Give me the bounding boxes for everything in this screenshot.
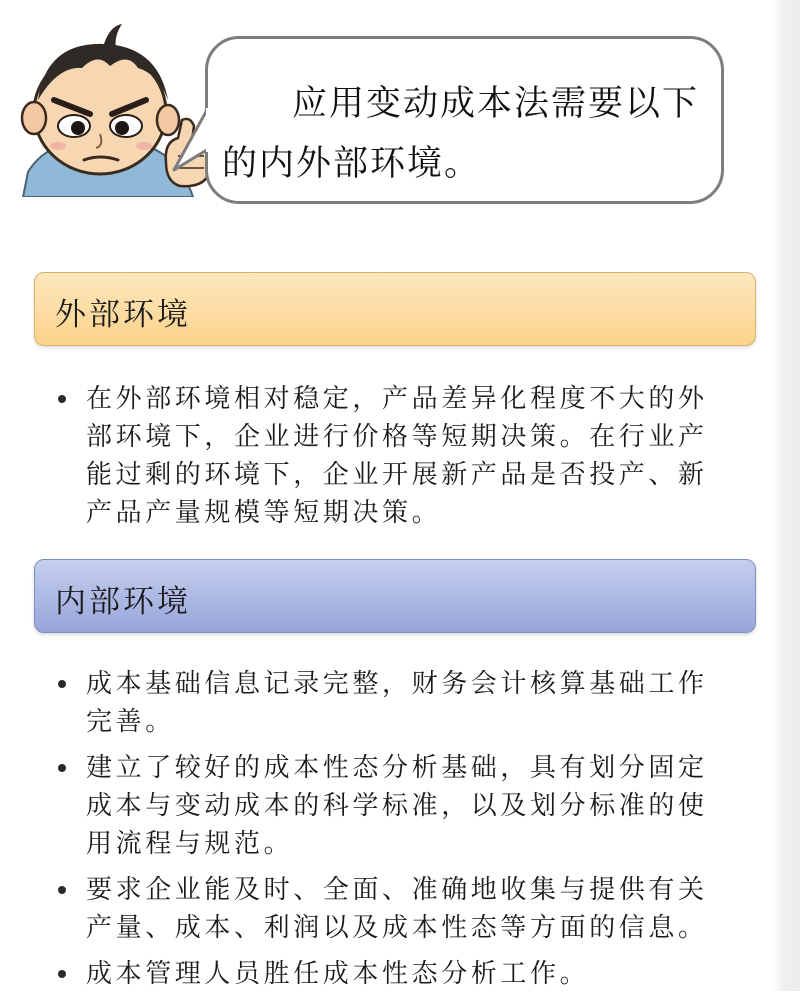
internal-bullet-list: [56, 665, 728, 1001]
bullet-dot-icon: [58, 764, 66, 772]
bullet-dot-icon: [58, 680, 66, 688]
list-item-text: 成本基础信息记录完整，财务会计核算基础工作完善。: [86, 669, 708, 737]
section-header-external: [34, 272, 756, 346]
section-header-internal: [34, 559, 756, 633]
list-item-text: 建立了较好的成本性态分析基础，具有划分固定成本与变动成本的科学标准，以及划分标准的使用流程与规范。: [86, 753, 708, 859]
section-title-internal: 内部环境: [55, 584, 191, 620]
speech-bubble-text: 应用变动成本法需要以下的内外部环境。: [222, 84, 700, 184]
list-item: [56, 871, 728, 947]
speech-bubble-tail: [172, 108, 212, 178]
section-title-external: 外部环境: [55, 297, 191, 333]
bullet-dot-icon: [58, 886, 66, 894]
list-item: [56, 665, 728, 741]
list-item-text: 成本管理人员胜任成本性态分析工作。: [86, 959, 590, 989]
list-item: [56, 955, 728, 993]
list-item-text: 要求企业能及时、全面、准确地收集与提供有关产量、成本、利润以及成本性态等方面的信息。: [86, 875, 708, 943]
list-item: [56, 749, 728, 863]
list-item: [56, 380, 728, 532]
external-bullet-list: [56, 380, 728, 540]
bullet-dot-icon: [58, 970, 66, 978]
bullet-dot-icon: [58, 395, 66, 403]
page-edge-shadow: [772, 0, 800, 991]
list-item-text: 在外部环境相对稳定，产品差异化程度不大的外部环境下，企业进行价格等短期决策。在行业产能过剩的环境下，企业开展新产品是否投产、新产品产量规模等短期决策。: [86, 384, 708, 528]
